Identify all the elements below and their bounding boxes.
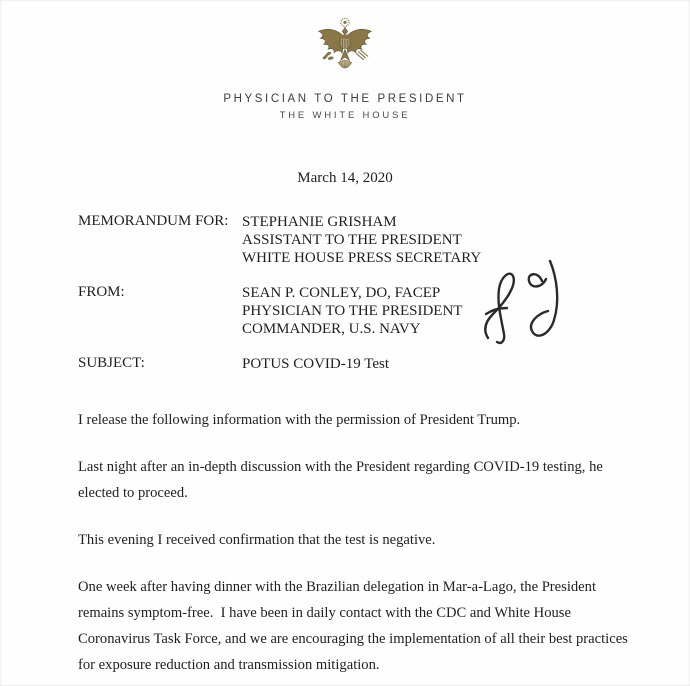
from-row <box>78 284 638 338</box>
from-label: FROM: <box>78 284 125 300</box>
from-value <box>242 284 638 338</box>
letterhead-office-title: PHYSICIAN TO THE PRESIDENT <box>223 93 467 105</box>
sender-name: SEAN P. CONLEY, DO, FACEP <box>242 285 441 301</box>
subject-row <box>78 355 638 373</box>
subject-text: POTUS COVID-19 Test <box>242 356 390 372</box>
subject-label: SUBJECT: <box>78 355 145 371</box>
body-paragraph: Last night after an in-depth discussion with the President regarding COVID-19 testing, he elected to proceed. <box>78 459 607 501</box>
body-paragraph: This evening I received confirmation that the test is negative. <box>78 532 436 548</box>
recipient-name: STEPHANIE GRISHAM <box>242 214 397 230</box>
memo-header-block <box>78 213 638 373</box>
memorandum-for-label: MEMORANDUM FOR: <box>78 213 229 229</box>
sender-title-1: PHYSICIAN TO THE PRESIDENT <box>242 303 463 319</box>
memorandum-for-row <box>78 213 638 267</box>
memo-body <box>78 407 634 678</box>
letterhead-org-title: THE WHITE HOUSE <box>279 110 411 121</box>
sender-title-2: COMMANDER, U.S. NAVY <box>242 321 421 337</box>
letterhead <box>0 0 690 121</box>
presidential-seal-icon <box>312 16 378 86</box>
memorandum-for-value <box>242 213 638 267</box>
recipient-title-2: WHITE HOUSE PRESS SECRETARY <box>242 250 482 266</box>
recipient-title-1: ASSISTANT TO THE PRESIDENT <box>242 232 462 248</box>
memo-date: March 14, 2020 <box>297 170 393 186</box>
body-paragraph: I release the following information with the permission of President Trump. <box>78 412 521 428</box>
body-paragraph: One week after having dinner with the Brazilian delegation in Mar-a-Lago, the President remains symptom-free. I have been in daily contact with the CDC and White House Coronavirus Task Force, and we are encouraging the implementation of all their best practices for exposure reduction and transmission mitigation. <box>78 579 632 673</box>
subject-value <box>242 355 638 373</box>
